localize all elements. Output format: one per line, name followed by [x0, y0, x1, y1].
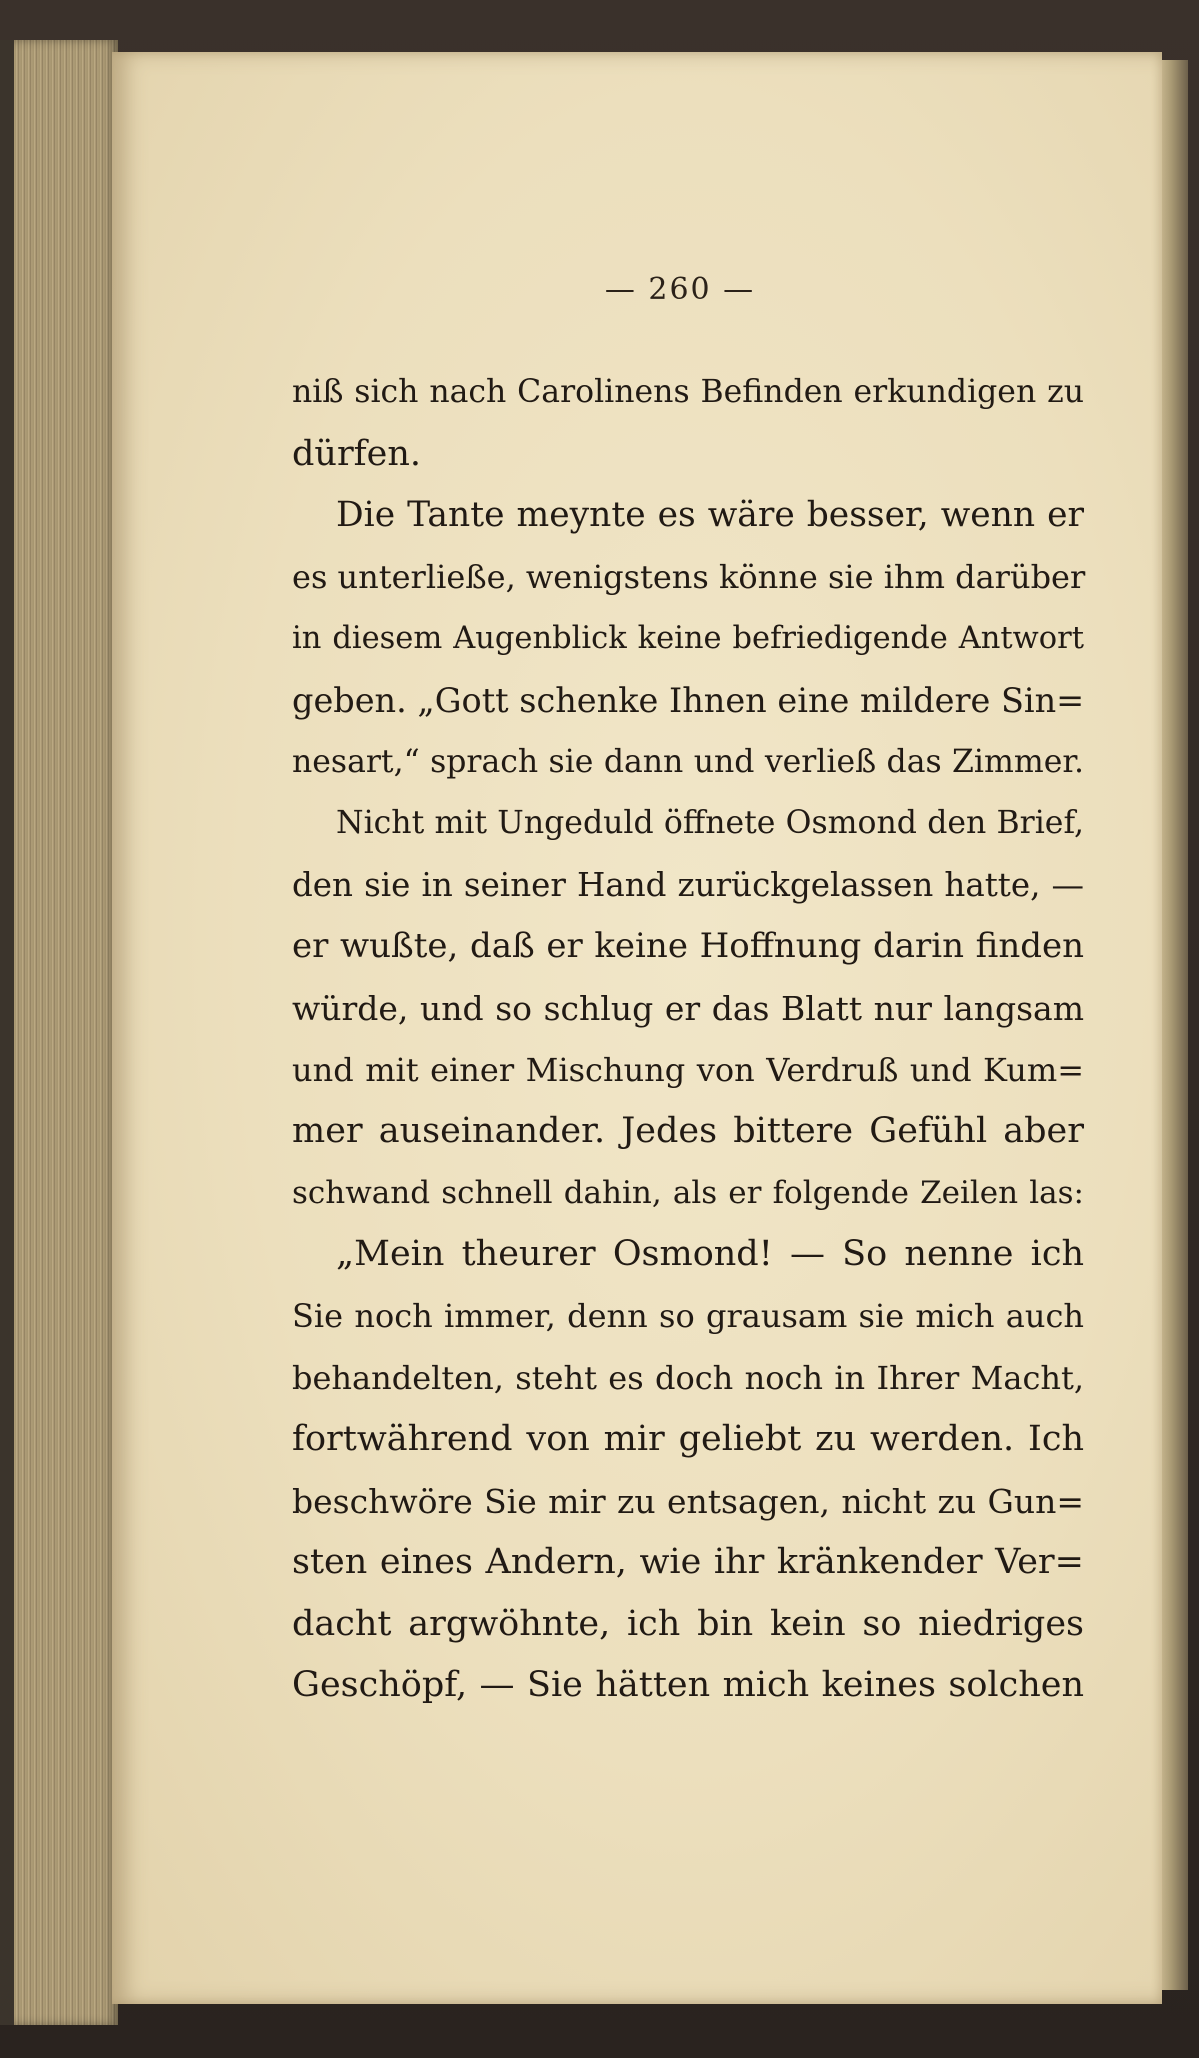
text-line: behandelten, steht es doch noch in Ihrer Macht,: [292, 1358, 1084, 1397]
book-page-edges: [0, 40, 118, 2025]
body-text: [292, 362, 1084, 1717]
text-line: Sie noch immer, denn so grausam sie mich auch: [292, 1296, 1084, 1335]
text-line: Die Tante meynte es wäre besser, wenn er: [336, 495, 1084, 536]
text-line: es unterließe, wenigstens könne sie ihm darüber: [292, 557, 1086, 596]
text-line: dürfen.: [292, 433, 422, 474]
text-line: und mit einer Mischung von Verdruß und Kum=: [292, 1050, 1084, 1089]
text-line: „Mein theurer Osmond! — So nenne ich: [336, 1234, 1084, 1275]
text-line: Nicht mit Ungeduld öffnete Osmond den Brief,: [336, 805, 1084, 842]
page-number-header: — 260 —: [604, 272, 756, 307]
text-line: niß sich nach Carolinens Befinden erkundigen zu: [292, 374, 1084, 410]
text-line: Geschöpf, — Sie hätten mich keines solchen: [292, 1665, 1084, 1706]
text-line: mer auseinander. Jedes bittere Gefühl aber: [292, 1111, 1084, 1152]
text-line: dacht argwöhnte, ich bin kein so niedriges: [292, 1603, 1084, 1644]
text-line: in diesem Augenblick keine befriedigende Antwort: [292, 621, 1084, 657]
text-line: den sie in seiner Hand zurückgelassen hatte, —: [292, 865, 1084, 904]
text-line: würde, und so schlug er das Blatt nur langsam: [292, 988, 1084, 1028]
text-line: geben. „Gott schenke Ihnen eine mildere Sin=: [292, 680, 1085, 720]
text-line: fortwährend von mir geliebt zu werden. Ich: [292, 1419, 1084, 1460]
text-line: beschwöre Sie mir zu entsagen, nicht zu Gun=: [292, 1481, 1084, 1521]
text-line: er wußte, daß er keine Hoffnung darin finden: [292, 926, 1084, 967]
text-line: nesart,“ sprach sie dann und verließ das Zimmer.: [292, 743, 1084, 780]
page-right-edge: [1160, 60, 1188, 1990]
text-line: sten eines Andern, wie ihr kränkender Ver=: [292, 1542, 1084, 1583]
book-binding: [0, 40, 14, 2025]
text-line: schwand schnell dahin, als er folgende Zeilen las:: [292, 1174, 1084, 1211]
